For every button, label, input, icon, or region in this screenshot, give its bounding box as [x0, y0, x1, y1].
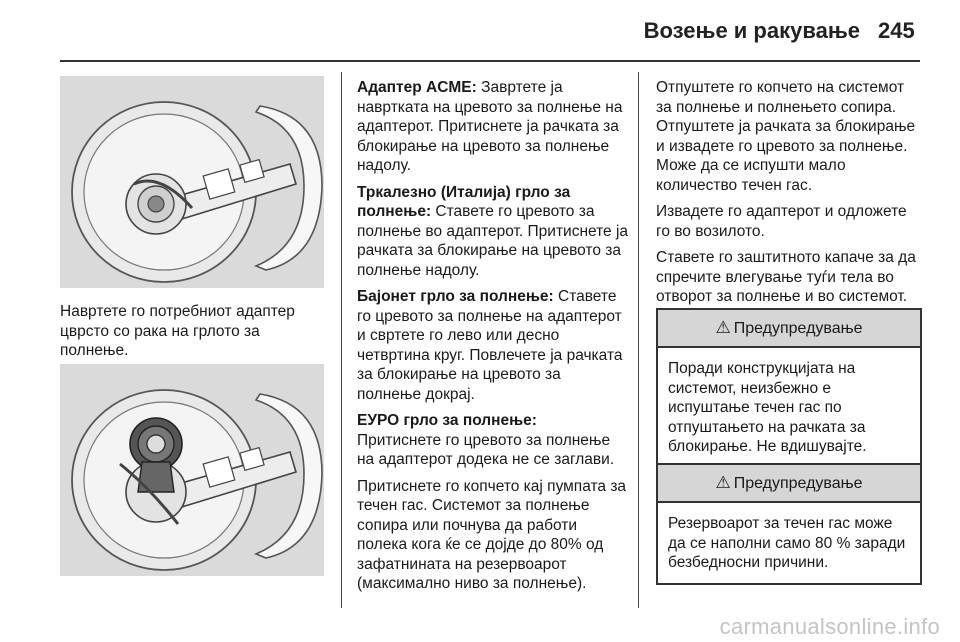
- paragraph-protective-cap: Ставете го заштитното капаче за да спречите влегување туѓи тела во отворот за полнење и во системот.: [656, 249, 916, 305]
- illustration-fuel-door-adapter-removed: [60, 76, 324, 288]
- warning-triangle-icon: ⚠: [715, 473, 731, 492]
- column-divider-1: [341, 72, 342, 608]
- heading-euro-neck: ЕУРО грло за полнење:: [357, 412, 537, 429]
- page-number: 245: [878, 18, 915, 43]
- illustration-caption: Навртете го потребниот адаптер цврсто со рака на грлото за полнење.: [60, 303, 295, 359]
- column-divider-2: [638, 72, 639, 608]
- heading-acme-adapter: Адаптер ACME:: [357, 79, 477, 96]
- warning-box-1: [656, 308, 922, 469]
- warning-header: ⚠ Предупредување: [658, 465, 920, 503]
- paragraph-release-button: Отпуштете го копчето на системот за полнење и полнењето сопира. Отпуштете ја рачката за блокирање и извадете го цревото за полнење. Може да се испушти мало количество течен гас.: [656, 79, 916, 194]
- illustration-fuel-door-adapter-fitted: [60, 364, 324, 576]
- warning-box-2: [656, 463, 922, 585]
- paragraph-italy-neck: Тркалезно (Италија) грло за полнење: Ставете го цревото за полнење во адаптерот. Притиснете ја рачката за блокирање на цревото за полнење надолу.: [357, 183, 629, 279]
- warning-header: ⚠ Предупредување: [658, 310, 920, 348]
- warning-text: Поради конструкцијата на системот, неизбежно е испуштање течен гас по отпуштањето на рачката за блокирање. Не вдишувајте.: [668, 360, 867, 455]
- watermark: carmanualsonline.info: [719, 614, 940, 639]
- heading-bayonet-neck: Бајонет грло за полнење:: [357, 288, 554, 305]
- warning-triangle-icon: ⚠: [715, 318, 731, 337]
- paragraph-remove-adapter: Извадете го адаптерот и одложете го во возилото.: [656, 203, 907, 240]
- paragraph-pump-button: Притиснете го копчето кај пумпата за течен гас. Системот за полнење сопира или почнува да работи полека кога ќе се дојде до 80% од зафатнината на резервоарот (максимално ниво за полнење).: [357, 477, 627, 592]
- header-rule: [60, 60, 920, 62]
- paragraph-acme-adapter: Адаптер ACME: Завртете ја навртката на цревото за полнење на адаптерот. Притиснете ја рачката за блокирање на цревото за полнење надолу.: [357, 79, 623, 174]
- paragraph-bayonet-neck: Бајонет грло за полнење: Ставете го цревото за полнење на адаптерот и свртете го лево или десно четвртина круг. Повлечете ја рачката за блокирање на цревото за полнење докрај.: [357, 288, 623, 403]
- warning-text: Резервоарот за течен гас може да се наполни само 80 % заради безбедносни причини.: [668, 515, 906, 571]
- paragraph-euro-neck: ЕУРО грло за полнење: Притиснете го цревото за полнење на адаптерот додека не се заглави.: [357, 412, 615, 468]
- heading-italy-neck: Тркалезно (Италија) грло за полнење:: [357, 183, 571, 220]
- section-title: Возење и ракување: [643, 18, 860, 43]
